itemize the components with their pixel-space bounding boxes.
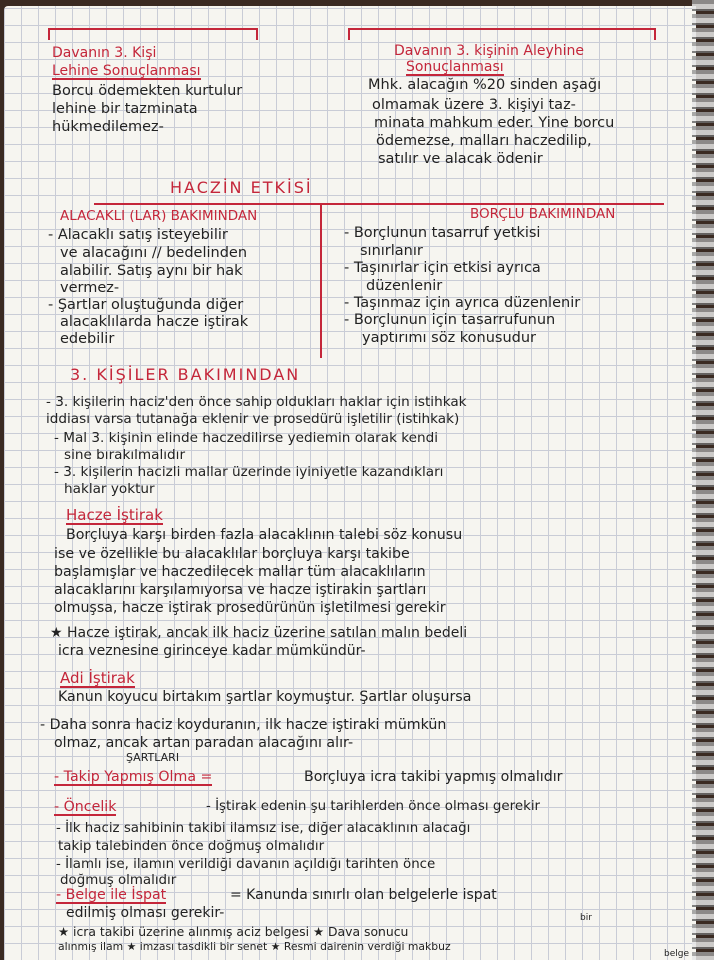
- oncelik-line: - İlamlı ise, ilamın verildiği davanın açıldığı tarihten önce: [56, 857, 436, 872]
- tiny-bir: bir: [580, 913, 592, 923]
- oncelik-label: - Öncelik: [54, 799, 117, 815]
- spiral-binding: [692, 0, 714, 960]
- belge-body: edilmiş olması gerekir-: [66, 905, 225, 921]
- left-header-2: Lehine Sonuçlanması: [52, 63, 201, 79]
- creditor-line: ve alacağını // bedelinden: [60, 245, 248, 261]
- left-brace-tick: [256, 28, 258, 40]
- third-line: - Mal 3. kişinin elinde haczedilirse yediemin olarak kendi: [54, 430, 439, 446]
- oncelik-line: takip talebinden önce doğmuş olmalıdır: [58, 839, 325, 854]
- creditor-header: ALACAKLI (LAR) BAKIMINDAN: [60, 208, 258, 224]
- istirak-header: Hacze İştirak: [66, 506, 163, 524]
- debtor-line: - Taşınmaz için ayrıca düzenlenir: [344, 295, 581, 311]
- right-brace: [348, 28, 654, 30]
- oncelik-text: - İştirak edenin şu tarihlerden önce olması gerekir: [206, 799, 541, 814]
- third-line: sine bırakılmalıdır: [64, 447, 186, 463]
- adi-line: olmaz, ancak artan paradan alacağını alır-: [54, 735, 354, 751]
- right-body-4: ödemezse, malları haczedilip,: [376, 133, 592, 149]
- tiny-belge: belge: [664, 949, 690, 959]
- debtor-line: - Borçlunun için tasarrufunun: [344, 312, 556, 328]
- creditor-line: alabilir. Satış aynı bir hak: [60, 263, 243, 279]
- left-body-2: lehine bir tazminata: [52, 101, 198, 117]
- right-brace-tick: [654, 28, 656, 40]
- third-line: haklar yoktur: [64, 481, 155, 497]
- right-body-3: minata mahkum eder. Yine borcu: [374, 115, 615, 131]
- debtor-header: BORÇLU BAKIMINDAN: [470, 206, 616, 222]
- debtor-line: yaptırımı söz konusudur: [362, 330, 537, 346]
- adi-line: - Daha sonra haciz koyduranın, ilk hacze iştiraki mümkün: [40, 717, 447, 733]
- oncelik-line: - İlk haciz sahibinin takibi ilamsız ise, diğer alacaklının alacağı: [56, 821, 471, 836]
- istirak-line: ise ve özellikle bu alacaklılar borçluya karşı takibe: [54, 546, 410, 562]
- adi-intro: Kanun koyucu birtakım şartlar koymuştur. Şartlar oluşursa: [58, 689, 472, 705]
- left-header-1: Davanın 3. Kişi: [52, 45, 157, 61]
- debtor-line: - Taşınırlar için etkisi ayrıca: [344, 260, 541, 276]
- third-header: 3. KİŞİLER BAKIMINDAN: [70, 365, 301, 384]
- belge-text: = Kanunda sınırlı olan belgelerle ispat: [230, 887, 497, 903]
- left-brace: [48, 28, 256, 30]
- right-brace-tick: [348, 28, 350, 40]
- debtor-line: düzenlenir: [366, 278, 443, 294]
- last-line-1: ★ icra takibi üzerine alınmış aciz belgesi ★ Dava sonucu: [58, 924, 409, 939]
- creditor-line: alacaklılarda hacze iştirak: [60, 314, 249, 330]
- takip-label: - Takip Yapmış Olma =: [54, 769, 213, 785]
- creditor-line: - Alacaklı satış isteyebilir: [48, 227, 228, 243]
- oncelik-line: doğmuş olmalıdır: [60, 873, 177, 888]
- debtor-line: - Borçlunun tasarruf yetkisi: [344, 225, 541, 241]
- star-note-1: ★ Hacze iştirak, ancak ilk haciz üzerine satılan malın bedeli: [50, 625, 468, 641]
- third-line: - 3. kişilerin hacizli mallar üzerinde iyiniyetle kazandıkları: [54, 464, 444, 480]
- left-body-1: Borcu ödemekten kurtulur: [52, 83, 243, 99]
- last-line-2: alınmış ilam ★ imzası tasdikli bir senet ★ Resmi dairenin verdiği makbuz: [58, 940, 451, 953]
- effect-bar: [94, 203, 664, 205]
- right-body-1: Mhk. alacağın %20 sinden aşağı: [368, 77, 602, 93]
- right-header-1: Davanın 3. kişinin Aleyhine: [394, 43, 584, 59]
- istirak-line: olmuşsa, hacze iştirak prosedürünün işletilmesi gerekir: [54, 600, 446, 616]
- istirak-line: alacaklarını karşılamıyorsa ve hacze iştirakin şartları: [54, 582, 427, 598]
- creditor-line: vermez-: [60, 280, 120, 296]
- sartlari-label: ŞARTLARI: [126, 751, 180, 764]
- istirak-line: başlamışlar ve haczedilecek mallar tüm alacaklıların: [54, 564, 426, 580]
- star-note-2: icra veznesine girinceye kadar mümkündür-: [58, 643, 366, 659]
- belge-label: - Belge ile İspat: [56, 887, 167, 903]
- creditor-line: - Şartlar oluştuğunda diğer: [48, 297, 244, 313]
- right-header-2: Sonuçlanması: [406, 59, 504, 75]
- effect-vertical: [320, 203, 322, 358]
- third-line: iddiası varsa tutanağa eklenir ve prosedürü işletilir (istihkak): [46, 411, 460, 427]
- effect-title: HACZİN ETKİSİ: [170, 178, 313, 197]
- third-line: - 3. kişilerin haciz'den önce sahip oldukları haklar için istihkak: [46, 394, 467, 410]
- takip-text: Borçluya icra takibi yapmış olmalıdır: [304, 769, 563, 785]
- right-body-2: olmamak üzere 3. kişiyi taz-: [372, 97, 576, 113]
- debtor-line: sınırlanır: [360, 243, 423, 259]
- creditor-line: edebilir: [60, 331, 115, 347]
- right-body-5: satılır ve alacak ödenir: [378, 151, 543, 167]
- left-brace-tick: [48, 28, 50, 40]
- istirak-line: Borçluya karşı birden fazla alacaklının talebi söz konusu: [66, 527, 463, 543]
- left-body-3: hükmedilemez-: [52, 119, 164, 135]
- adi-header: Adi İştirak: [60, 669, 135, 687]
